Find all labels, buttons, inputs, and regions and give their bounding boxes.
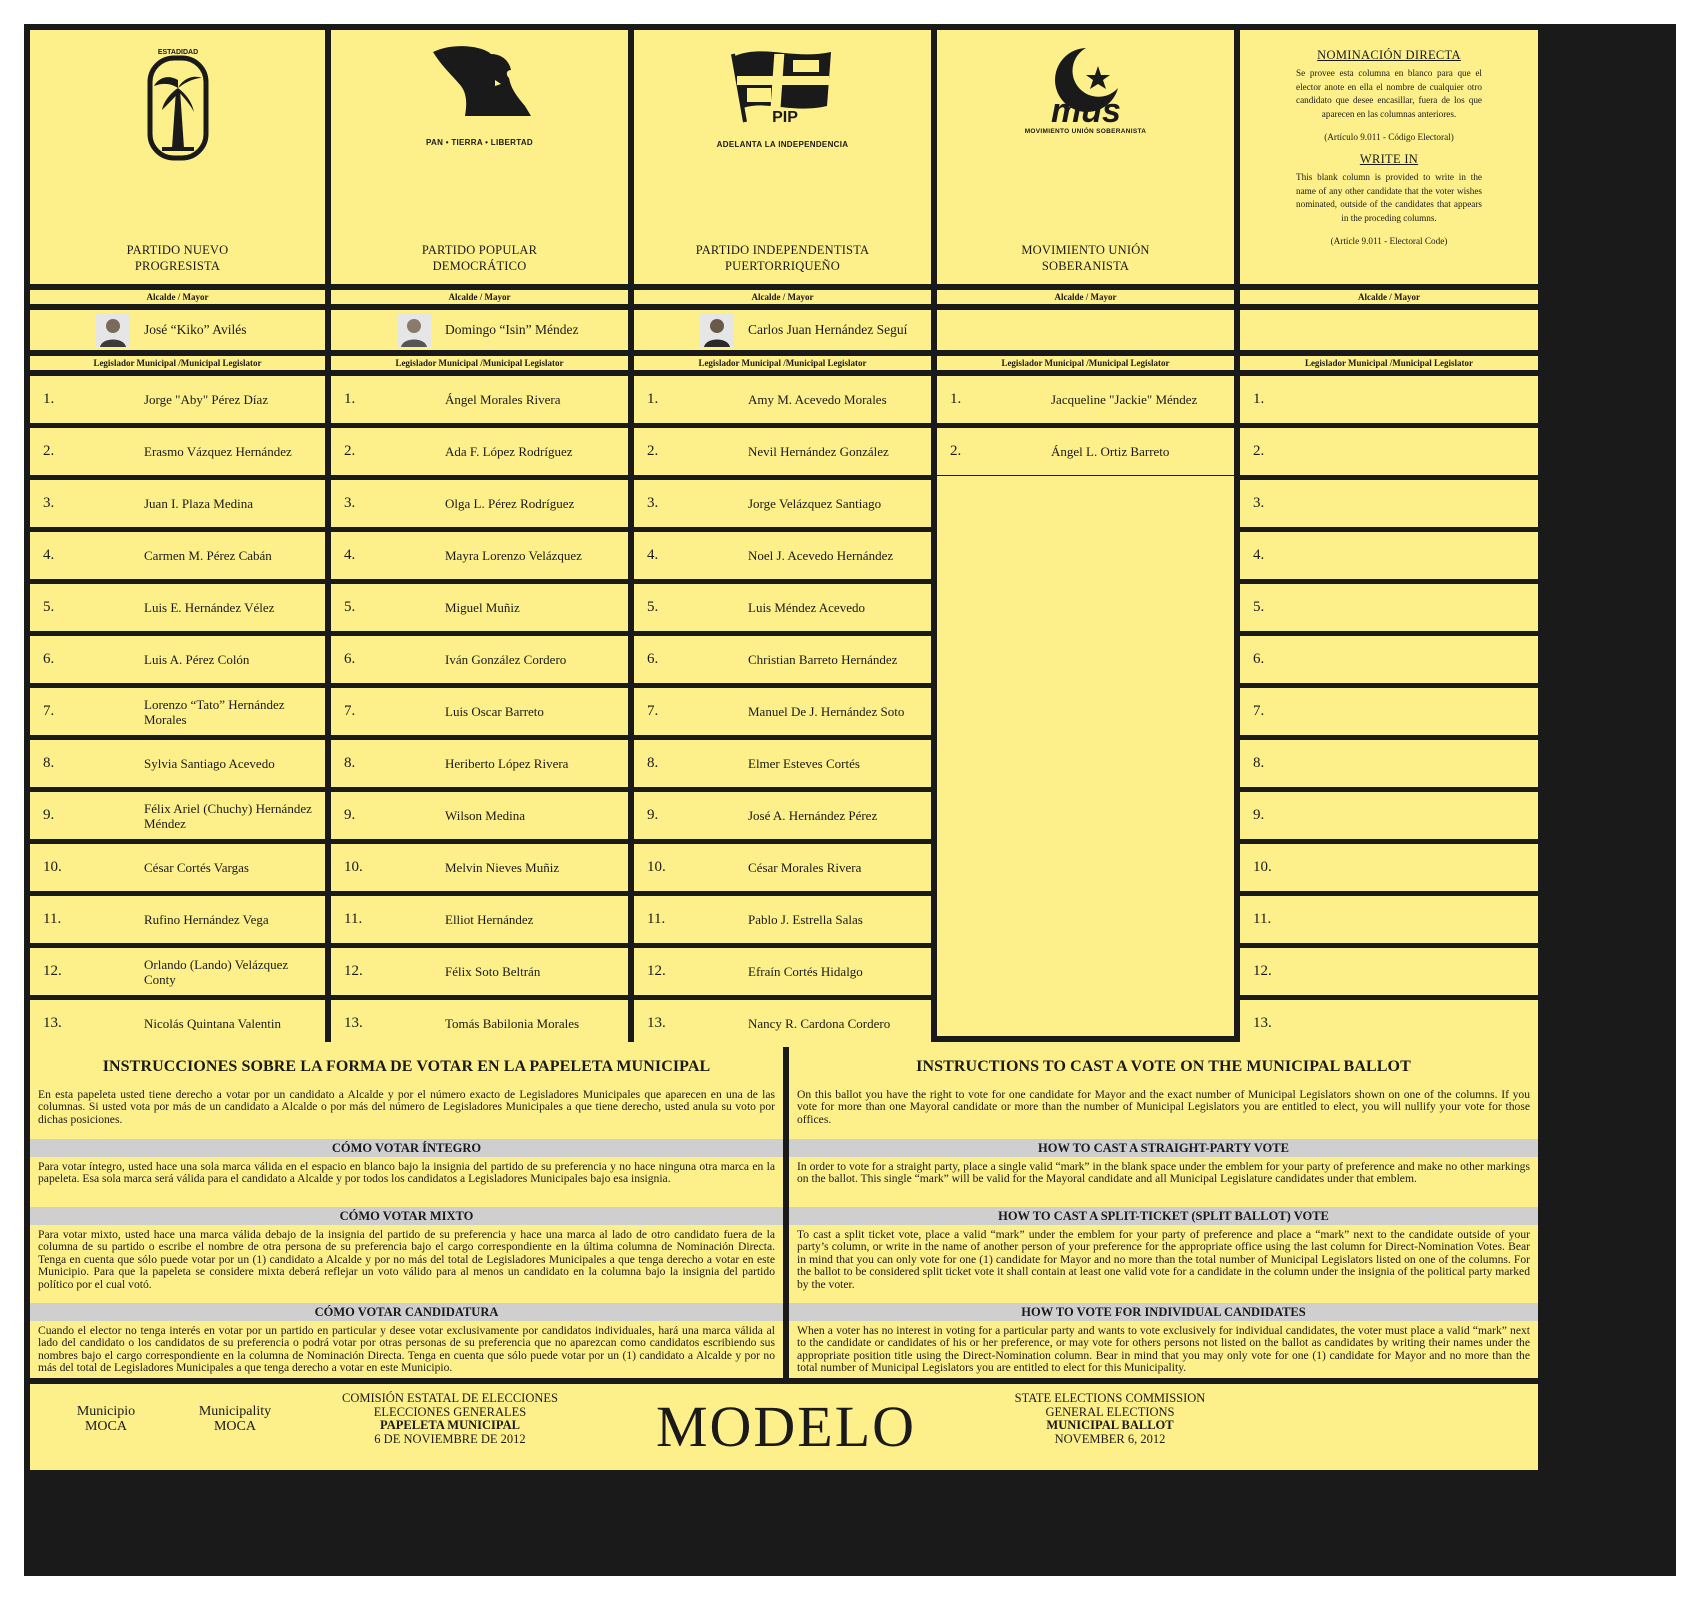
legislator-candidate-name: Ángel Morales Rivera — [445, 392, 561, 407]
party-column-header-ppd[interactable] — [331, 30, 628, 284]
candidate-number: 9. — [344, 807, 356, 823]
flag-icon — [723, 44, 843, 126]
write-in-text-en: This blank column is provided to write in the name of any other candidate that the voter wishes nominated, outside of the candidates that appears in the proceding columns. — [1296, 172, 1482, 223]
party-name-line1: MOVIMIENTO UNIÓN — [1021, 243, 1150, 257]
legislator-candidate-name: Olga L. Pérez Rodríguez — [445, 496, 575, 511]
party-column-header-mus[interactable] — [937, 30, 1234, 284]
candidate-number: 8. — [1253, 755, 1265, 771]
legislator-candidate-box[interactable] — [30, 428, 325, 475]
candidate-number: 6. — [344, 651, 356, 667]
legislator-candidate-name: Tomás Babilonia Morales — [445, 1016, 580, 1031]
legislator-candidate-name: Pablo J. Estrella Salas — [748, 912, 863, 927]
candidate-number: 11. — [344, 911, 363, 927]
legislator-candidate-name: Orlando (Lando) Velázquez Conty — [144, 956, 289, 987]
candidate-number: 3. — [43, 495, 55, 511]
legislator-write-in-box[interactable] — [1240, 584, 1538, 631]
mayor-write-in-box[interactable] — [1240, 310, 1538, 350]
municipio-label: Municipio — [76, 1404, 136, 1419]
instructions-split-es: Para votar mixto, usted hace una marca válida debajo de la insignia del partido de su preferencia y hace una marca al lado de otro candidato fuera de la columna de su partido o escribe el nombre de otra persona de su preferencia bajo el cargo correspondiente en la última columna de Nominación Directa. Tenga en cuenta que sólo puede votar por un (1) candidato a Alcalde y por no más del total de Legisladores Municipales a que tenga derecho a votar en este Municipio. Para que la papeleta se considere mixta deberá reflejar un voto válido para al menos un candidato en la columna bajo la insignia del partido político por el cual votó. — [38, 1228, 775, 1291]
municipality-label: Municipality — [198, 1404, 272, 1419]
party-name-line1: PARTIDO INDEPENDENTISTA — [695, 243, 870, 257]
section-heading-straight-en: HOW TO CAST A STRAIGHT-PARTY VOTE — [789, 1139, 1538, 1157]
party-name-line1: PARTIDO NUEVO — [126, 243, 229, 257]
candidate-number: 12. — [344, 963, 363, 979]
legislator-candidate-box[interactable] — [30, 584, 325, 631]
jibaro-profile-icon — [425, 44, 535, 124]
instructions-english — [789, 1042, 1538, 1378]
palm-tree-icon — [30, 44, 325, 164]
section-heading-straight-es: CÓMO VOTAR ÍNTEGRO — [30, 1139, 783, 1157]
legislator-candidate-name: Melvin Nieves Muñiz — [445, 860, 560, 875]
candidate-number: 13. — [344, 1015, 363, 1031]
legislator-candidate-box[interactable] — [331, 740, 628, 787]
mayor-candidate-name: Carlos Juan Hernández Seguí — [748, 322, 908, 337]
legislator-candidate-box[interactable] — [30, 896, 325, 943]
write-in-ref-es: (Artículo 9.011 - Código Electoral) — [1324, 132, 1454, 142]
legislator-write-in-box[interactable] — [1240, 428, 1538, 475]
candidate-photo — [397, 313, 431, 347]
legislator-candidate-name: Rufino Hernández Vega — [144, 912, 269, 927]
legislator-candidate-box[interactable] — [331, 428, 628, 475]
logo-caption-ppd: PAN • TIERRA • LIBERTAD — [425, 138, 534, 147]
legislator-candidate-name: Félix Soto Beltrán — [445, 964, 541, 979]
mayor-candidate-box[interactable] — [331, 310, 628, 350]
legislator-candidate-name: Luis E. Hernández Vélez — [144, 600, 275, 615]
candidate-number: 10. — [43, 859, 62, 875]
legislator-write-in-box[interactable] — [1240, 844, 1538, 891]
ballot-footer — [30, 1384, 1538, 1470]
legislator-candidate-box[interactable] — [331, 584, 628, 631]
legislator-candidate-box[interactable] — [331, 480, 628, 527]
legislator-candidate-name: Elliot Hernández — [445, 912, 534, 927]
legislator-candidate-name: Juan I. Plaza Medina — [144, 496, 254, 511]
legislator-write-in-box[interactable] — [1240, 792, 1538, 839]
legislator-label: Legislador Municipal /Municipal Legislator — [937, 356, 1234, 370]
commission-name-es: COMISIÓN ESTATAL DE ELECCIONES — [342, 1391, 558, 1405]
candidate-number: 8. — [344, 755, 356, 771]
legislator-candidate-box[interactable] — [634, 636, 931, 683]
party-name-line2: PUERTORRIQUEÑO — [724, 259, 841, 273]
legislator-candidate-name: Amy M. Acevedo Morales — [748, 392, 887, 407]
candidate-number: 7. — [344, 703, 356, 719]
legislator-candidate-box[interactable] — [30, 948, 325, 995]
municipal-ballot — [24, 24, 1676, 1576]
legislator-candidate-box[interactable] — [634, 376, 931, 423]
legislator-candidate-box[interactable] — [30, 792, 325, 839]
legislator-candidate-name: Efraín Cortés Hidalgo — [748, 964, 863, 979]
candidate-number: 3. — [344, 495, 356, 511]
candidate-number: 1. — [344, 391, 356, 407]
legislator-candidate-box[interactable] — [634, 896, 931, 943]
legislator-candidate-box[interactable] — [937, 376, 1234, 423]
empty-column-area — [937, 476, 1234, 1036]
legislator-candidate-name: Luis Oscar Barreto — [445, 704, 544, 719]
candidate-number: 12. — [1253, 963, 1272, 979]
party-column-header-pip[interactable] — [634, 30, 931, 284]
legislator-candidate-box[interactable] — [634, 792, 931, 839]
legislator-candidate-box[interactable] — [331, 688, 628, 735]
legislator-write-in-box[interactable] — [1240, 532, 1538, 579]
legislator-candidate-box[interactable] — [30, 740, 325, 787]
candidate-number: 9. — [43, 807, 55, 823]
legislator-candidate-name: Jorge Velázquez Santiago — [748, 496, 882, 511]
legislator-write-in-box[interactable] — [1240, 896, 1538, 943]
mayor-label: Alcalde / Mayor — [331, 290, 628, 304]
candidate-number: 10. — [1253, 859, 1272, 875]
election-date-es: 6 DE NOVIEMBRE DE 2012 — [374, 1431, 526, 1446]
election-name-en: GENERAL ELECTIONS — [1045, 1404, 1175, 1419]
legislator-candidate-name: Christian Barreto Hernández — [748, 652, 898, 667]
candidate-number: 11. — [647, 911, 666, 927]
legislator-write-in-box[interactable] — [1240, 688, 1538, 735]
legislator-candidate-name: Nancy R. Cardona Cordero — [748, 1016, 891, 1031]
mayor-candidate-box[interactable] — [634, 310, 931, 350]
legislator-candidate-name: Ada F. López Rodríguez — [445, 444, 573, 459]
section-heading-split-en: HOW TO CAST A SPLIT-TICKET (SPLIT BALLOT) VOTE — [789, 1207, 1538, 1225]
party-name-line2: SOBERANISTA — [1041, 259, 1130, 273]
write-in-title-es: NOMINACIÓN DIRECTA — [1317, 48, 1461, 62]
mayor-candidate-box[interactable] — [30, 310, 325, 350]
instructions-title-en: INSTRUCTIONS TO CAST A VOTE ON THE MUNICIPAL BALLOT — [916, 1058, 1411, 1075]
legislator-candidate-box[interactable] — [30, 688, 325, 735]
legislator-candidate-name: Carmen M. Pérez Cabán — [144, 548, 272, 563]
legislator-candidate-name: Félix Ariel (Chuchy) Hernández Méndez — [144, 800, 312, 831]
legislator-candidate-box[interactable] — [30, 376, 325, 423]
instructions-title-es: INSTRUCCIONES SOBRE LA FORMA DE VOTAR EN LA PAPELETA MUNICIPAL — [102, 1058, 711, 1075]
legislator-candidate-name: Erasmo Vázquez Hernández — [144, 444, 292, 459]
section-heading-individual-en: HOW TO VOTE FOR INDIVIDUAL CANDIDATES — [789, 1303, 1538, 1321]
candidate-number: 1. — [43, 391, 55, 407]
instructions-individual-es: Cuando el elector no tenga interés en votar por un partido en particular y desee votar exclusivamente por candidatos individuales, hará una marca válida al lado del candidato o los candidatos de su preferencia o podrá votar por otras personas de su preferencia que no aparezcan como candidatos escribiendo sus nombres bajo el cargo correspondiente en la columna de Nominación Directa. Tenga en cuenta que sólo puede votar por un (1) candidato a Alcalde y por no más del total de Legisladores Municipales a que tenga derecho a votar en este Municipio. — [38, 1324, 775, 1375]
legislator-candidate-box[interactable] — [30, 636, 325, 683]
legislator-label: Legislador Municipal /Municipal Legislator — [1240, 356, 1538, 370]
legislator-label: Legislador Municipal /Municipal Legislator — [30, 356, 325, 370]
ballot-type-es: PAPELETA MUNICIPAL — [380, 1418, 520, 1432]
legislator-candidate-name: Jacqueline "Jackie" Méndez — [1051, 392, 1198, 407]
election-date-en: NOVEMBER 6, 2012 — [1054, 1431, 1166, 1446]
legislator-candidate-box[interactable] — [30, 532, 325, 579]
legislator-candidate-box[interactable] — [30, 844, 325, 891]
svg-text:PIP: PIP — [771, 109, 798, 126]
legislator-candidate-box[interactable] — [331, 844, 628, 891]
svg-text:ESTADIDAD: ESTADIDAD — [157, 49, 198, 56]
legislator-label: Legislador Municipal /Municipal Legislator — [634, 356, 931, 370]
candidate-number: 10. — [647, 859, 666, 875]
legislator-candidate-box[interactable] — [331, 376, 628, 423]
write-in-text-es: Se provee esta columna en blanco para que el elector anote en ella el nombre de cualquier otro candidato que desee encasillar, fuera de los que aparecen en las columnas anteriores. — [1296, 68, 1482, 119]
legislator-candidate-name: Nevil Hernández González — [748, 444, 889, 459]
instructions-straight-es: Para votar íntegro, usted hace una sola marca válida en el espacio en blanco bajo la insignia del partido de su preferencia y no hace ninguna otra marca en la papeleta. Esa sola marca será válida para el candidato a Alcalde y por todos los candidatos a Legisladores Municipales bajo esa insignia. — [38, 1160, 775, 1186]
candidate-number: 2. — [43, 443, 55, 459]
legislator-candidate-name: Manuel De J. Hernández Soto — [748, 704, 905, 719]
legislator-candidate-box[interactable] — [30, 480, 325, 527]
candidate-number: 10. — [344, 859, 363, 875]
candidate-number: 13. — [43, 1015, 62, 1031]
legislator-candidate-box[interactable] — [331, 948, 628, 995]
party-column-header-pnp[interactable] — [30, 30, 325, 284]
candidate-number: 4. — [647, 547, 659, 563]
instructions-split-en: To cast a split ticket vote, place a valid “mark” under the emblem for your party of preference and place a “mark” next to the candidate outside of your party’s column, or write in the name of another person of your preference for the appropriate office using the last column for Direct-Nomination Votes. Bear in mind that you can only vote for one (1) candidate for Mayor and no more than the total number of Municipal Legislators listed on one of the columns. For the ballot to be considered split ticket vote it shall contain at least one valid vote for a candidate in the column under the insignia of the political party marked by the voter. — [797, 1228, 1530, 1291]
instructions-individual-en: When a voter has no interest in voting for a particular party and wants to vote exclusively for individual candidates, the voter must place a valid “mark” next to the candidate or candidates of his or her preference, or may vote for others persons not listed on the ballot as candidates by writing their names under the appropriate position title using the Direct-Nomination column. Bear in mind that you may only vote for one (1) candidate for Mayor and no more than the total number of Municipal Legislators you are entitled to elect for this Municipality. — [797, 1324, 1530, 1375]
legislator-candidate-name: José A. Hernández Pérez — [748, 808, 878, 823]
legislator-candidate-box[interactable] — [634, 1000, 931, 1047]
legislator-write-in-box[interactable] — [1240, 376, 1538, 423]
legislator-candidate-name: César Cortés Vargas — [144, 860, 249, 875]
candidate-number: 13. — [1253, 1015, 1272, 1031]
election-name-es: ELECCIONES GENERALES — [373, 1404, 527, 1419]
candidate-number: 4. — [344, 547, 356, 563]
mayor-label: Alcalde / Mayor — [30, 290, 325, 304]
mayor-candidate-box-empty[interactable] — [937, 310, 1234, 350]
candidate-number: 3. — [647, 495, 659, 511]
candidate-number: 2. — [647, 443, 659, 459]
legislator-candidate-name: Lorenzo “Tato” Hernández Morales — [144, 696, 285, 727]
candidate-number: 7. — [1253, 703, 1265, 719]
legislator-candidate-name: Luis Méndez Acevedo — [748, 600, 865, 615]
party-name-line2: DEMOCRÁTICO — [432, 259, 527, 273]
instructions-straight-en: In order to vote for a straight party, place a single valid “mark” in the blank space under the emblem for your party of preference and make no other markings on the ballot. This single “mark” will be valid for the Mayoral candidate and all Municipal Legislature candidates under that emblem. — [797, 1160, 1530, 1186]
legislator-candidate-box[interactable] — [30, 1000, 325, 1047]
section-heading-individual-es: CÓMO VOTAR CANDIDATURA — [30, 1303, 783, 1321]
legislator-candidate-box[interactable] — [634, 688, 931, 735]
legislator-candidate-name: Heriberto López Rivera — [445, 756, 569, 771]
candidate-number: 7. — [43, 703, 55, 719]
moon-star-icon — [1026, 44, 1146, 126]
candidate-number: 5. — [43, 599, 55, 615]
legislator-candidate-name: Iván González Cordero — [445, 652, 567, 667]
legislator-candidate-box[interactable] — [634, 948, 931, 995]
svg-text:mus: mus — [1050, 92, 1121, 126]
municipio-value: MOCA — [84, 1419, 127, 1434]
party-name-line1: PARTIDO POPULAR — [421, 243, 538, 257]
legislator-candidate-box[interactable] — [331, 636, 628, 683]
legislator-candidate-box[interactable] — [331, 792, 628, 839]
instructions-spanish — [30, 1042, 783, 1378]
candidate-number: 6. — [43, 651, 55, 667]
legislator-write-in-box[interactable] — [1240, 948, 1538, 995]
legislator-candidate-box[interactable] — [634, 480, 931, 527]
candidate-number: 11. — [43, 911, 62, 927]
legislator-candidate-name: Mayra Lorenzo Velázquez — [445, 548, 582, 563]
commission-name-en: STATE ELECTIONS COMMISSION — [1014, 1391, 1206, 1405]
legislator-write-in-box[interactable] — [1240, 740, 1538, 787]
legislator-candidate-name: Elmer Esteves Cortés — [748, 756, 860, 771]
legislator-candidate-name: Nicolás Quintana Valentin — [144, 1016, 281, 1031]
legislator-candidate-name: Jorge "Aby" Pérez Díaz — [144, 392, 269, 407]
write-in-column-header — [1240, 30, 1538, 284]
candidate-number: 13. — [647, 1015, 666, 1031]
legislator-candidate-name: Noel J. Acevedo Hernández — [748, 548, 894, 563]
legislator-write-in-box[interactable] — [1240, 480, 1538, 527]
legislator-candidate-box[interactable] — [331, 1000, 628, 1047]
candidate-photo — [700, 313, 734, 347]
section-heading-split-es: CÓMO VOTAR MIXTO — [30, 1207, 783, 1225]
modelo-watermark: MODELO — [655, 1394, 917, 1459]
legislator-candidate-box[interactable] — [937, 428, 1234, 475]
instructions-intro-en: On this ballot you have the right to vote for one candidate for Mayor and the exact number of Municipal Legislators shown on one of the columns. If you vote for more than one Mayoral candidate or more than the number of Municipal Legislators you are entitled to elect, you will nullify your vote for those offices. — [797, 1088, 1530, 1126]
candidate-number: 5. — [344, 599, 356, 615]
candidate-number: 4. — [43, 547, 55, 563]
candidate-number: 6. — [1253, 651, 1265, 667]
legislator-candidate-box[interactable] — [634, 428, 931, 475]
legislator-candidate-box[interactable] — [634, 844, 931, 891]
candidate-number: 12. — [43, 963, 62, 979]
logo-caption-pip: ADELANTA LA INDEPENDENCIA — [716, 140, 849, 149]
candidate-number: 4. — [1253, 547, 1265, 563]
legislator-candidate-box[interactable] — [634, 532, 931, 579]
candidate-number: 1. — [1253, 391, 1265, 407]
legislator-candidate-name: Ángel L. Ortiz Barreto — [1051, 444, 1170, 459]
candidate-number: 11. — [1253, 911, 1272, 927]
legislator-candidate-name: Miguel Muñiz — [445, 600, 520, 615]
mayor-label: Alcalde / Mayor — [634, 290, 931, 304]
legislator-candidate-name: Luis A. Pérez Colón — [144, 652, 250, 667]
candidate-number: 1. — [950, 391, 962, 407]
ballot-type-en: MUNICIPAL BALLOT — [1046, 1418, 1174, 1432]
instructions-intro-es: En esta papeleta usted tiene derecho a votar por un candidato a Alcalde y por el número exacto de Legisladores Municipales que aparecen en una de las columnas. Si usted vota por más de un candidato a Alcalde o por más del número de Legisladores Municipales a que tiene derecho, usted anula su voto por dichas posiciones. — [38, 1088, 775, 1126]
candidate-number: 3. — [1253, 495, 1265, 511]
legislator-candidate-name: Wilson Medina — [445, 808, 525, 823]
write-in-ref-en: (Article 9.011 - Electoral Code) — [1330, 236, 1448, 246]
candidate-photo — [96, 313, 130, 347]
municipality-value: MOCA — [213, 1419, 256, 1434]
mayor-label: Alcalde / Mayor — [1240, 290, 1538, 304]
write-in-title-en: WRITE IN — [1359, 152, 1419, 166]
candidate-number: 2. — [1253, 443, 1265, 459]
candidate-number: 8. — [647, 755, 659, 771]
legislator-write-in-box[interactable] — [1240, 1000, 1538, 1047]
candidate-number: 9. — [1253, 807, 1265, 823]
mayor-label: Alcalde / Mayor — [937, 290, 1234, 304]
candidate-number: 7. — [647, 703, 659, 719]
legislator-write-in-box[interactable] — [1240, 636, 1538, 683]
candidate-number: 12. — [647, 963, 666, 979]
candidate-number: 9. — [647, 807, 659, 823]
candidate-number: 5. — [647, 599, 659, 615]
legislator-label: Legislador Municipal /Municipal Legislator — [331, 356, 628, 370]
logo-caption-mus: MOVIMIENTO UNIÓN SOBERANISTA — [1024, 128, 1147, 135]
mayor-candidate-name: Domingo “Isin” Méndez — [445, 322, 579, 337]
candidate-number: 1. — [647, 391, 659, 407]
legislator-candidate-name: Sylvia Santiago Acevedo — [144, 756, 275, 771]
legislator-candidate-box[interactable] — [331, 896, 628, 943]
candidate-number: 2. — [950, 443, 962, 459]
mayor-candidate-name: José “Kiko” Avilés — [144, 322, 247, 337]
candidate-number: 5. — [1253, 599, 1265, 615]
candidate-number: 8. — [43, 755, 55, 771]
legislator-candidate-box[interactable] — [634, 740, 931, 787]
candidate-number: 2. — [344, 443, 356, 459]
legislator-candidate-box[interactable] — [634, 584, 931, 631]
candidate-number: 6. — [647, 651, 659, 667]
party-name-line2: PROGRESISTA — [134, 259, 221, 273]
legislator-candidate-box[interactable] — [331, 532, 628, 579]
legislator-candidate-name: César Morales Rivera — [748, 860, 862, 875]
